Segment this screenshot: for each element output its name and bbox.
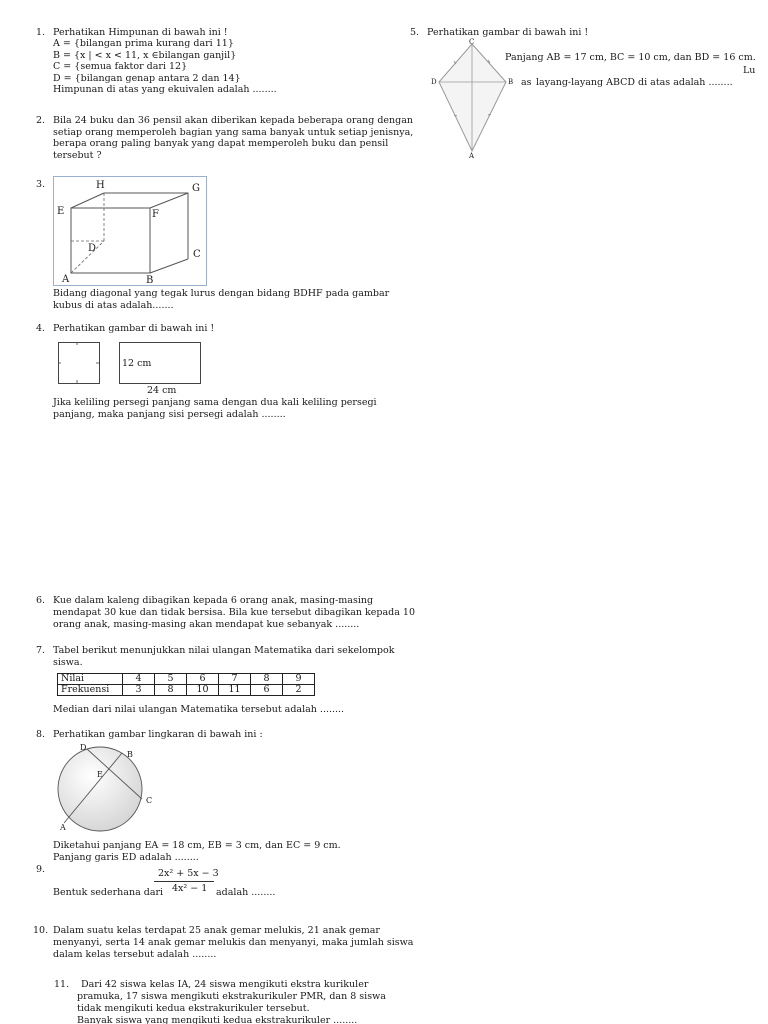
question-text-line: Jika keliling persegi panjang sama dengan dua kali keliling persegi — [53, 397, 377, 408]
circle-figure — [55, 742, 155, 834]
point-label-b: B — [127, 750, 133, 759]
table-cell: 6 — [187, 674, 219, 685]
question-number: 8. — [36, 729, 46, 740]
question-number: 10. — [33, 925, 49, 936]
frequency-table — [57, 673, 315, 696]
question-number: 9. — [36, 864, 46, 875]
fraction-bar — [154, 881, 214, 882]
square-figure — [58, 342, 100, 384]
question-text-suffix: adalah ........ — [216, 887, 276, 898]
vertex-label-c: C — [469, 38, 475, 46]
vertex-label-d: D — [88, 243, 97, 254]
question-number: 1. — [36, 27, 46, 38]
question-prompt: Panjang garis ED adalah ........ — [53, 852, 199, 863]
overflow-fragment: as — [521, 77, 532, 88]
question-text-line: Bidang diagonal yang tegak lurus dengan bidang BDHF pada gambar — [53, 288, 390, 299]
question-number: 11. — [54, 979, 70, 990]
table-row — [58, 685, 315, 696]
question-text-line: orang anak, masing-masing akan mendapat kue sebanyak ........ — [53, 619, 360, 630]
question-text-line: siswa. — [53, 657, 83, 668]
question-number: 6. — [36, 595, 46, 606]
table-cell: 6 — [251, 685, 283, 696]
set-b-definition: B = {x | < x < 11, x ∈bilangan ganjil} — [53, 50, 237, 61]
given-lengths: Panjang AB = 17 cm, BC = 10 cm, dan BD = 16 cm. — [505, 52, 756, 63]
question-text-line: tersebut ? — [53, 150, 102, 161]
cuboid-figure — [53, 176, 207, 286]
row-header-frekuensi: Frekuensi — [58, 685, 123, 696]
vertex-label-c: C — [193, 249, 201, 260]
vertex-label-e: E — [57, 206, 65, 217]
question-prompt: layang-layang ABCD di atas adalah ........ — [536, 77, 733, 88]
vertex-label-h: H — [96, 180, 105, 191]
table-cell: 5 — [155, 674, 187, 685]
question-text-line: pramuka, 17 siswa mengikuti ekstrakurikuler PMR, dan 8 siswa — [77, 991, 386, 1002]
question-number: 3. — [36, 179, 46, 190]
question-text-line: Dalam suatu kelas terdapat 25 anak gemar melukis, 21 anak gemar — [53, 925, 380, 936]
question-text-prefix: Bentuk sederhana dari — [53, 887, 164, 898]
row-header-nilai: Nilai — [58, 674, 123, 685]
vertex-label-f: F — [152, 209, 159, 220]
table-row — [58, 674, 315, 685]
question-text-line: dalam kelas tersebut adalah ........ — [53, 949, 217, 960]
fraction-denominator: 4x² − 1 — [172, 883, 208, 894]
vertex-label-a: A — [62, 274, 70, 285]
question-text-line: Dari 42 siswa kelas IA, 24 siswa mengikuti ekstra kurikuler — [81, 979, 369, 990]
vertex-label-b: B — [146, 275, 154, 286]
point-label-e: E — [97, 770, 103, 779]
point-label-c: C — [146, 796, 153, 805]
table-cell: 10 — [187, 685, 219, 696]
question-text-line: Tabel berikut menunjukkan nilai ulangan Matematika dari sekelompok — [53, 645, 395, 656]
question-number: 5. — [410, 27, 420, 38]
question-text-line: berapa orang paling banyak yang dapat memperoleh buku dan pensil — [53, 138, 389, 149]
question-text-line: Perhatikan Himpunan di bawah ini ! — [53, 27, 228, 38]
given-lengths: Diketahui panjang EA = 18 cm, EB = 3 cm, dan EC = 9 cm. — [53, 840, 341, 851]
set-c-definition: C = {semua faktor dari 12} — [53, 61, 188, 72]
question-prompt: Median dari nilai ulangan Matematika tersebut adalah ........ — [53, 704, 345, 715]
rectangle-height-label: 12 cm — [122, 358, 152, 369]
table-cell: 3 — [123, 685, 155, 696]
question-text-line: Bila 24 buku dan 36 pensil akan diberikan kepada beberapa orang dengan — [53, 115, 414, 126]
vertex-label-d: D — [431, 78, 437, 86]
table-cell: 4 — [123, 674, 155, 685]
table-cell: 11 — [219, 685, 251, 696]
question-number: 4. — [36, 323, 46, 334]
question-number: 7. — [36, 645, 46, 656]
set-d-definition: D = {bilangan genap antara 2 dan 14} — [53, 73, 241, 84]
question-text-line: Banyak siswa yang mengikuti kedua ekstrakurikuler ........ — [77, 1015, 358, 1024]
question-number: 2. — [36, 115, 46, 126]
vertex-label-a: A — [469, 152, 475, 160]
set-a-definition: A = {bilangan prima kurang dari 11} — [53, 38, 234, 49]
question-text-line: tidak mengikuti kedua ekstrakurikuler tersebut. — [77, 1003, 310, 1014]
table-cell: 9 — [283, 674, 315, 685]
point-label-d: D — [80, 743, 87, 752]
table-cell: 8 — [155, 685, 187, 696]
point-label-a: A — [60, 823, 66, 832]
question-text-line: setiap orang memperoleh bagian yang sama banyak untuk setiap jenisnya, — [53, 127, 414, 138]
question-text-line: Kue dalam kaleng dibagikan kepada 6 orang anak, masing-masing — [53, 595, 374, 606]
question-text-line: menyanyi, serta 14 anak gemar melukis dan menyanyi, maka jumlah siswa — [53, 937, 414, 948]
question-title: Perhatikan gambar lingkaran di bawah ini : — [53, 729, 263, 740]
question-text-line: kubus di atas adalah....... — [53, 300, 174, 311]
question-text-line: mendapat 30 kue dan tidak bersisa. Bila kue tersebut dibagikan kepada 10 — [53, 607, 415, 618]
table-cell: 2 — [283, 685, 315, 696]
question-title: Perhatikan gambar di bawah ini ! — [427, 27, 589, 38]
rectangle-width-label: 24 cm — [147, 385, 177, 396]
overflow-fragment: Lu — [743, 65, 756, 76]
fraction-numerator: 2x² + 5x − 3 — [158, 868, 219, 879]
question-prompt: Himpunan di atas yang ekuivalen adalah ........ — [53, 84, 277, 95]
table-cell: 7 — [219, 674, 251, 685]
vertex-label-g: G — [192, 183, 200, 194]
question-text-line: panjang, maka panjang sisi persegi adalah ........ — [53, 409, 286, 420]
table-cell: 8 — [251, 674, 283, 685]
vertex-label-b: B — [508, 78, 514, 86]
question-title: Perhatikan gambar di bawah ini ! — [53, 323, 215, 334]
